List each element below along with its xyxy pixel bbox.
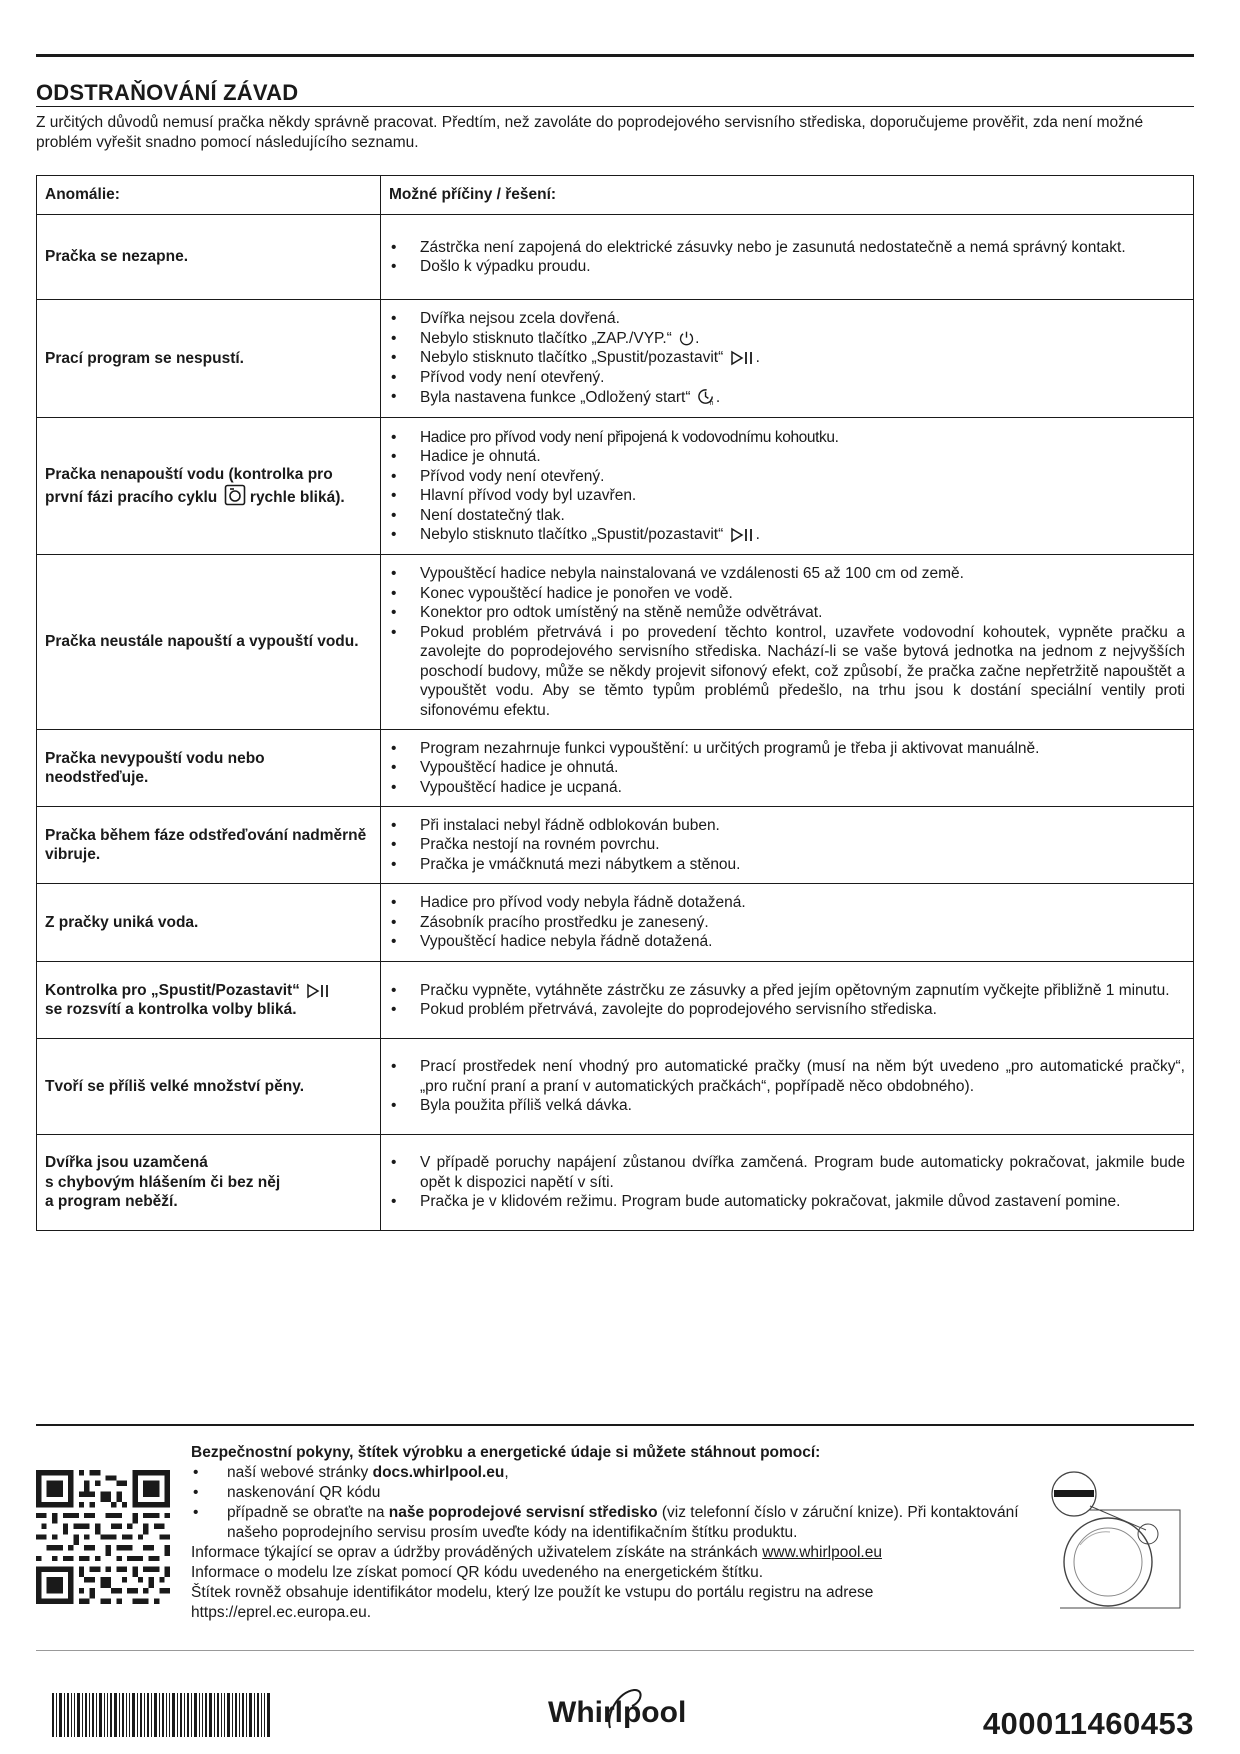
list-item: • Hlavní přívod vody byl uzavřen. — [389, 486, 1185, 506]
solutions-list — [389, 309, 1185, 408]
solutions-cell — [381, 418, 1194, 555]
list-item: • případně se obraťte na naše poprodejové servisní středisko (viz telefonní číslo v záruční knize). Při kontaktování našeho poprodejního servisu prosím uveďte kódy na identifikačním štítku produktu. — [191, 1503, 1041, 1543]
table-row — [37, 807, 1194, 884]
whirlpool-link[interactable]: www.whirlpool.eu — [762, 1544, 882, 1561]
solutions-list — [389, 1057, 1185, 1116]
list-item: • Program nezahrnuje funkci vypouštění: u určitých programů je třeba ji aktivovat manuálně. — [389, 739, 1185, 759]
anomaly-cell: Prací program se nespustí. — [37, 300, 381, 418]
list-item: • Konektor pro odtok umístěný na stěně nemůže odvětrávat. — [389, 603, 1185, 623]
list-item: • Zásobník pracího prostředku je zanesený. — [389, 913, 1185, 933]
table-row — [37, 884, 1194, 962]
solutions-cell — [381, 1135, 1194, 1231]
start-pause-icon — [730, 350, 756, 366]
list-item: • Pračka je v klidovém režimu. Program bude automaticky pokračovat, jakmile důvod zastavení pomine. — [389, 1192, 1185, 1212]
list-item: • Není dostatečný tlak. — [389, 506, 1185, 526]
solutions-list — [389, 981, 1185, 1020]
list-item: • Hadice pro přívod vody nebyla řádně dotažená. — [389, 893, 1185, 913]
solutions-cell — [381, 884, 1194, 962]
anomaly-cell: Pračka neustále napouští a vypouští vodu. — [37, 555, 381, 730]
solutions-list — [389, 564, 1185, 720]
table-header-row — [37, 176, 1194, 215]
list-item: • Nebylo stisknuto tlačítko „ZAP./VYP.“ . — [389, 329, 1185, 349]
logo-text: Whirlpool — [548, 1696, 687, 1729]
whirlpool-logo — [548, 1684, 688, 1734]
anomaly-cell: Tvoří se příliš velké množství pěny. — [37, 1039, 381, 1135]
list-item: • Při instalaci nebyl řádně odblokován buben. — [389, 816, 1185, 836]
list-item: • Hadice je ohnutá. — [389, 447, 1185, 467]
solutions-list — [389, 1153, 1185, 1212]
list-item: • Konec vypouštěcí hadice je ponořen ve vodě. — [389, 584, 1185, 604]
start-pause-icon — [306, 983, 332, 999]
list-item: • Nebylo stisknuto tlačítko „Spustit/pozastavit“ . — [389, 525, 1185, 545]
solutions-list — [389, 893, 1185, 952]
solutions-cell — [381, 730, 1194, 807]
anomaly-cell: Pračka nenapouští vodu (kontrolka pro první fázi pracího cyklu rychle bliká). — [37, 418, 381, 555]
anomaly-cell: Pračka během fáze odstřeďování nadměrně vibruje. — [37, 807, 381, 884]
table-row — [37, 1039, 1194, 1135]
intro-text: Z určitých důvodů nemusí pračka někdy správně pracovat. Předtím, než zavoláte do poprodejového servisního střediska, doporučujeme prověřit, zda není možné problém vyřešit snadno pomocí následujícího seznamu. — [36, 114, 1144, 151]
table-row — [37, 418, 1194, 555]
list-item: • Pokud problém přetrvává i po provedení těchto kontrol, uzavřete vodovodní kohoutek, vypněte pračku a zavolejte do poprodejového servisního střediska. Nachází-li se vaše bytová jednotka na jednom z nejvyšších poschodí budovy, může se někdy projevit sifonový efekt, což způsobí, že pračka začne nepřetržitě napouštět a vypouštět vodu. Aby se těmto typům problémů předešlo, na trhu jsou k dostání speciální ventily proti sifonovému efektu. — [389, 623, 1185, 721]
list-item: • Pračka je vmáčknutá mezi nábytkem a stěnou. — [389, 855, 1185, 875]
list-item: • Zástrčka není zapojená do elektrické zásuvky nebo je zasunutá nedostatečně a nemá správný kontakt. — [389, 238, 1185, 258]
top-rule — [36, 54, 1194, 57]
solutions-cell — [381, 215, 1194, 300]
list-item: • naší webové stránky docs.whirlpool.eu, — [191, 1463, 1041, 1483]
list-item: • Dvířka nejsou zcela dovřená. — [389, 309, 1185, 329]
header-solutions: Možné příčiny / řešení: — [381, 176, 1194, 215]
solutions-cell — [381, 807, 1194, 884]
solutions-cell — [381, 1039, 1194, 1135]
product-code: 400011460453 — [982, 1706, 1194, 1741]
repair-info: Informace týkající se oprav a údržby prováděných uživatelem získáte na stránkách www.whirlpool.eu — [191, 1544, 882, 1561]
wash-phase-icon — [224, 484, 246, 506]
solutions-list — [389, 816, 1185, 875]
list-item: • Přívod vody není otevřený. — [389, 467, 1185, 487]
solutions-list — [389, 739, 1185, 798]
list-item: • Přívod vody není otevřený. — [389, 368, 1185, 388]
anomaly-cell: Kontrolka pro „Spustit/Pozastavit“ se rozsvítí a kontrolka volby bliká. — [37, 962, 381, 1039]
table-row — [37, 962, 1194, 1039]
title-rule — [36, 106, 1194, 107]
list-item: • Vypouštěcí hadice je ohnutá. — [389, 758, 1185, 778]
list-item: • naskenování QR kódu — [191, 1483, 1041, 1503]
table-row — [37, 730, 1194, 807]
table-row — [37, 300, 1194, 418]
footer-rule-2 — [36, 1650, 1194, 1651]
header-anomaly: Anomálie: — [37, 176, 381, 215]
list-item: • Hadice pro přívod vody není připojená k vodovodnímu kohoutku. — [389, 428, 1185, 448]
qr-code — [36, 1470, 170, 1604]
troubleshooting-table — [36, 175, 1194, 1231]
footer-text — [191, 1443, 1041, 1623]
footer-list — [191, 1463, 1041, 1543]
solutions-cell — [381, 555, 1194, 730]
list-item: • Vypouštěcí hadice nebyla nainstalovaná ve vzdálenosti 65 až 100 cm od země. — [389, 564, 1185, 584]
power-icon — [678, 330, 695, 347]
list-item: • Došlo k výpadku proudu. — [389, 257, 1185, 277]
solutions-cell — [381, 962, 1194, 1039]
list-item: • Nebylo stisknuto tlačítko „Spustit/pozastavit“ . — [389, 348, 1185, 368]
delay-start-icon — [697, 387, 716, 406]
solutions-list — [389, 238, 1185, 277]
list-item: • V případě poruchy napájení zůstanou dvířka zamčená. Program bude automaticky pokračovat, jakmile bude opět k dispozici napětí v síti. — [389, 1153, 1185, 1192]
list-item: • Prací prostředek není vhodný pro automatické pračky (musí na něm být uvedeno „pro automatické pračky“, „pro ruční praní a praní v automatických pračkách“, popřípadě něco obdobného). — [389, 1057, 1185, 1096]
washing-machine-illustration — [1040, 1470, 1188, 1610]
list-item: • Byla použita příliš velká dávka. — [389, 1096, 1185, 1116]
footer-rule — [36, 1424, 1194, 1426]
list-item: • Pokud problém přetrvává, zavolejte do poprodejového servisního střediska. — [389, 1000, 1185, 1020]
list-item: • Vypouštěcí hadice je ucpaná. — [389, 778, 1185, 798]
solutions-list — [389, 428, 1185, 545]
solutions-cell — [381, 300, 1194, 418]
footer-heading: Bezpečnostní pokyny, štítek výrobku a energetické údaje si můžete stáhnout pomocí: — [191, 1444, 821, 1461]
list-item: • Byla nastavena funkce „Odložený start“ h . — [389, 387, 1185, 408]
anomaly-cell: Z pračky uniká voda. — [37, 884, 381, 962]
list-item: • Pračka nestojí na rovném povrchu. — [389, 835, 1185, 855]
anomaly-cell: Pračka nevypouští vodu nebo neodstřeďuje. — [37, 730, 381, 807]
start-pause-icon — [730, 527, 756, 543]
list-item: • Pračku vypněte, vytáhněte zástrčku ze zásuvky a před jejím opětovným zapnutím vyčkejte přibližně 1 minutu. — [389, 981, 1185, 1001]
barcode — [52, 1693, 270, 1737]
anomaly-cell: Pračka se nezapne. — [37, 215, 381, 300]
svg-text:h: h — [709, 399, 714, 407]
eprel-info: Štítek rovněž obsahuje identifikátor modelu, který lze použít ke vstupu do portálu registru na adrese https://eprel.ec.europa.eu. — [191, 1584, 874, 1621]
anomaly-cell: Dvířka jsou uzamčená s chybovým hlášením či bez něj a program neběží. — [37, 1135, 381, 1231]
table-row — [37, 215, 1194, 300]
list-item: • Vypouštěcí hadice nebyla řádně dotažená. — [389, 932, 1185, 952]
page-title: ODSTRAŇOVÁNÍ ZÁVAD — [36, 80, 299, 105]
table-row — [37, 1135, 1194, 1231]
table-row — [37, 555, 1194, 730]
model-info: Informace o modelu lze získat pomocí QR kódu uvedeného na energetickém štítku. — [191, 1564, 764, 1581]
docs-link[interactable]: docs.whirlpool.eu — [372, 1464, 505, 1481]
